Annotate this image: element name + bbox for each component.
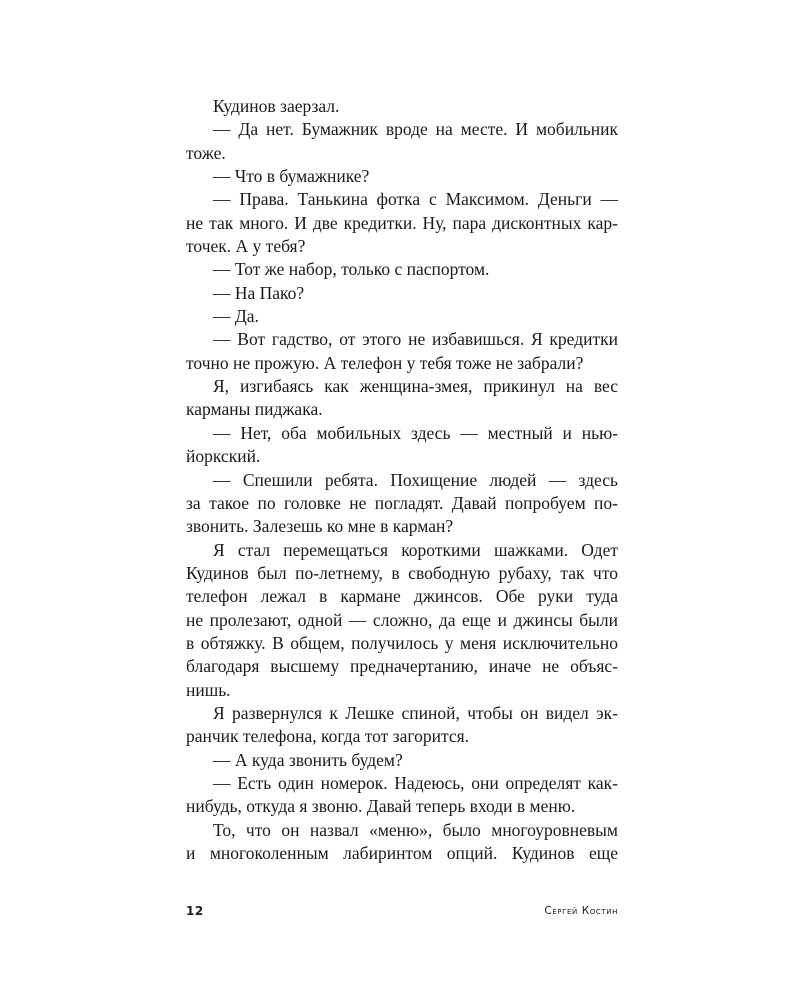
- text-line: ранчик телефона, когда тот загорится.: [186, 726, 470, 747]
- text-line: благодаря высшему предначертанию, иначе не объяс-: [186, 656, 618, 677]
- text-line: — Права. Танькина фотка с Максимом. Деньги —: [213, 189, 618, 210]
- text-line: нибудь, откуда я звоню. Давай теперь входи в меню.: [186, 796, 576, 817]
- text-line: Я развернулся к Лешке спиной, чтобы он видел эк-: [213, 702, 618, 723]
- text-line: Я, изгибаясь как женщина-змея, прикинул на вес: [213, 376, 618, 397]
- text-line: телефон лежал в кармане джинсов. Обе руки туда: [186, 586, 618, 607]
- text-line: точек. А у тебя?: [186, 236, 306, 257]
- text-line: не пролезают, одной — сложно, да еще и джинсы были: [186, 609, 618, 630]
- text-line: — Что в бумажнике?: [213, 166, 370, 187]
- text-line: тоже.: [186, 142, 226, 163]
- text-line: — Есть один номерок. Надеюсь, они определят как-: [213, 772, 618, 793]
- body-text: [186, 95, 618, 865]
- text-line: точно не прожую. А телефон у тебя тоже не забрали?: [186, 352, 584, 373]
- text-line: и многоколенным лабиринтом опций. Кудинов еще: [186, 843, 618, 863]
- text-line: не так много. И две кредитки. Ну, пара дисконтных кар-: [186, 212, 618, 233]
- page-number: 12: [186, 904, 204, 918]
- text-line: йоркский.: [186, 446, 261, 467]
- text-line: Кудинов заерзал.: [213, 96, 340, 116]
- text-line: нишь.: [186, 679, 231, 700]
- text-line: То, что он назвал «меню», было многоуровневым: [213, 819, 618, 840]
- text-line: за такое по головке не погладят. Давай попробуем по-: [186, 492, 618, 513]
- running-footer-author: Сергей Костин: [544, 905, 618, 917]
- text-line: — А куда звонить будем?: [213, 749, 403, 770]
- text-line: — Нет, оба мобильных здесь — местный и нью-: [213, 422, 618, 443]
- text-line: — Спешили ребята. Похищение людей — здесь: [213, 469, 618, 490]
- text-line: Я стал перемещаться короткими шажками. Одет: [213, 539, 618, 560]
- text-line: — На Пако?: [213, 282, 305, 303]
- text-line: карманы пиджака.: [186, 399, 323, 420]
- text-line: Кудинов был по-летнему, в свободную рубаху, так что: [186, 562, 618, 583]
- text-line: — Вот гадство, от этого не избавишься. Я кредитки: [213, 329, 618, 350]
- text-line: в обтяжку. В общем, получилось у меня исключительно: [186, 632, 618, 653]
- text-line: — Тот же набор, только с паспортом.: [213, 259, 490, 280]
- text-line: — Да.: [213, 306, 259, 327]
- text-line: — Да нет. Бумажник вроде на месте. И мобильник: [213, 119, 618, 140]
- text-line: звонить. Залезешь ко мне в карман?: [186, 516, 454, 537]
